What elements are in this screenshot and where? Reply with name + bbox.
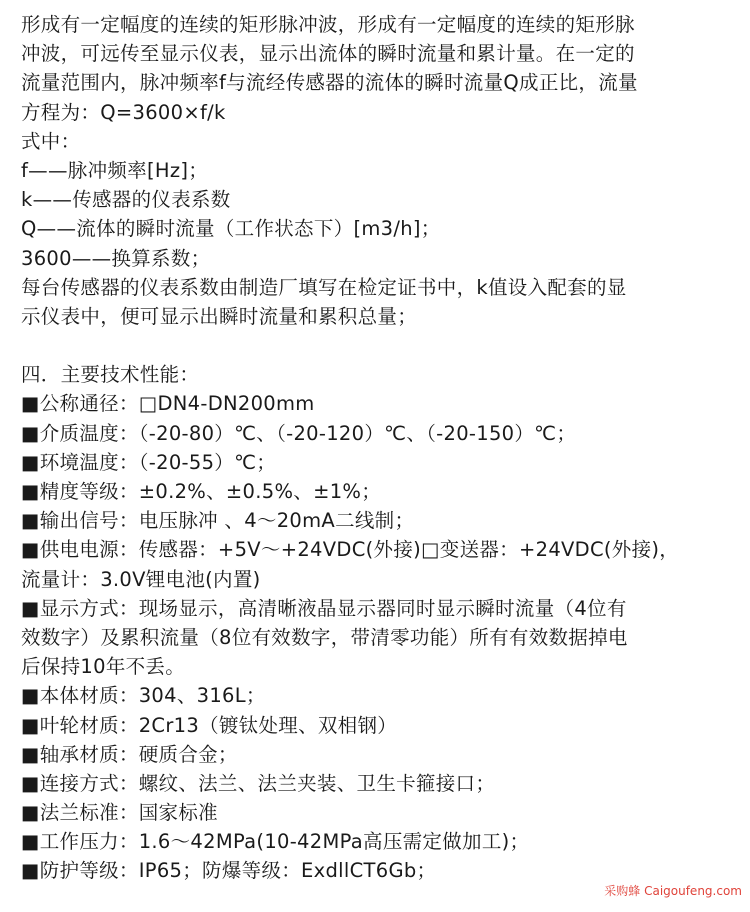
spec-item-continuation: 后保持10年不丢。 <box>21 655 186 679</box>
blank-line <box>21 331 746 360</box>
spec-item: ■输出信号：电压脉冲 、4～20mA二线制； <box>21 509 415 533</box>
text-line: 每台传感器的仪表系数由制造厂填写在检定证书中，k值设入配套的显 <box>21 275 627 299</box>
text-line: 形成有一定幅度的连续的矩形脉冲波，形成有一定幅度的连续的矩形脉 <box>21 13 635 36</box>
spec-item: ■叶轮材质：2Cr13（镀钛处理、双相钢） <box>21 713 398 737</box>
intro-paragraph <box>21 10 746 331</box>
spec-item: ■环境温度：（-20-55）℃； <box>21 450 277 474</box>
spec-item: ■防护等级：IP65；防爆等级：ExdllCT6Gb； <box>21 859 437 883</box>
spec-item-continuation: 效数字）及累积流量（8位有效数字，带清零功能）所有有效数据掉电 <box>21 625 628 649</box>
formula-line: 方程为：Q=3600×f/k <box>21 100 226 124</box>
text-line: 冲波，可远传至显示仪表，显示出流体的瞬时流量和累计量。在一定的 <box>21 42 635 66</box>
definition-line: 3600——换算系数； <box>21 246 211 270</box>
spec-item: ■工作压力：1.6～42MPa(10-42MPa高压需定做加工)； <box>21 830 530 854</box>
watermark-logo: 采购蜂 Caigoufeng.com <box>604 884 742 898</box>
definition-line: f——脉冲频率[Hz]； <box>21 158 209 182</box>
spec-item: ■连接方式：螺纹、法兰、法兰夹装、卫生卡箍接口； <box>21 771 496 795</box>
spec-item: ■介质温度：（-20-80）℃、（-20-120）℃、（-20-150）℃； <box>21 421 577 445</box>
spec-item: ■公称通径：□DN4-DN200mm <box>21 392 315 416</box>
definition-line: k——传感器的仪表系数 <box>21 188 231 212</box>
definition-line: Q——流体的瞬时流量（工作状态下）[m3/h]； <box>21 217 441 241</box>
text-line: 式中： <box>21 129 81 153</box>
text-line: 流量范围内，脉冲频率f与流经传感器的流体的瞬时流量Q成正比，流量 <box>21 71 638 95</box>
section-heading: 四．主要技术性能： <box>21 363 200 387</box>
spec-item: ■精度等级：±0.2%、±0.5%、±1%； <box>21 480 382 503</box>
specs-section <box>21 360 746 885</box>
spec-item-continuation: 流量计：3.0V锂电池(内置) <box>21 567 261 591</box>
spec-item: ■法兰标准：国家标准 <box>21 801 218 825</box>
spec-item: ■本体材质：304、316L； <box>21 684 266 708</box>
text-line: 示仪表中，便可显示出瞬时流量和累积总量； <box>21 304 418 328</box>
document-body <box>21 10 746 886</box>
spec-item: ■显示方式：现场显示，高清晰液晶显示器同时显示瞬时流量（4位有 <box>21 596 627 620</box>
spec-item: ■轴承材质：硬质合金； <box>21 742 238 766</box>
spec-item: ■供电电源：传感器：+5V～+24VDC(外接)□变送器：+24VDC(外接)， <box>21 538 680 562</box>
